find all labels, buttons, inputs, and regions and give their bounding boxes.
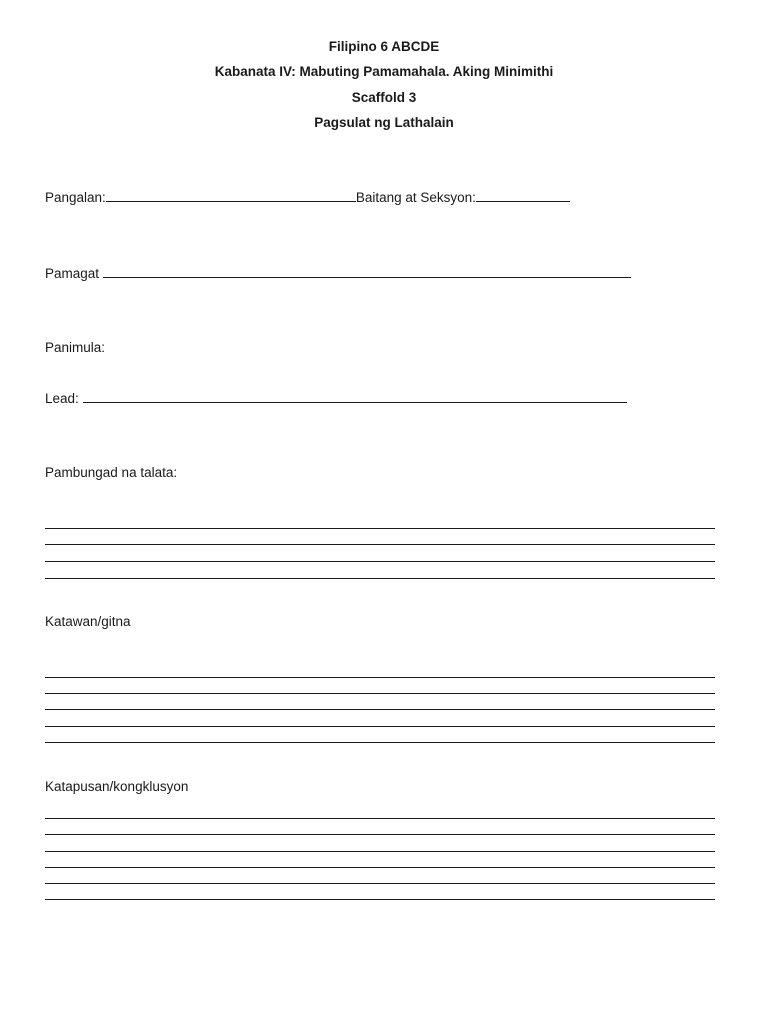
name-label: Pangalan: [45, 190, 106, 205]
opening-line-1[interactable] [45, 528, 715, 529]
conclusion-line-4[interactable] [45, 867, 715, 868]
header-topic: Pagsulat ng Lathalain [314, 115, 454, 130]
opening-line-2[interactable] [45, 544, 715, 545]
name-blank[interactable] [106, 189, 356, 202]
opening-line-4[interactable] [45, 578, 715, 579]
body-line-1[interactable] [45, 677, 715, 678]
body-line-3[interactable] [45, 709, 715, 710]
lead-label: Lead: [45, 391, 79, 406]
conclusion-line-2[interactable] [45, 834, 715, 835]
body-line-5[interactable] [45, 742, 715, 743]
intro-label: Panimula: [45, 340, 106, 355]
body-line-4[interactable] [45, 726, 715, 727]
title-label: Pamagat [45, 266, 100, 281]
conclusion-label: Katapusan/kongklusyon [45, 779, 189, 794]
header-subject: Filipino 6 ABCDE [328, 39, 440, 54]
grade-section-label: Baitang at Seksyon: [355, 190, 476, 205]
lead-blank[interactable] [83, 390, 627, 403]
body-line-2[interactable] [45, 693, 715, 694]
opening-line-3[interactable] [45, 561, 715, 562]
header-chapter: Kabanata IV: Mabuting Pamamahala. Aking Minimithi [214, 64, 554, 79]
conclusion-line-1[interactable] [45, 818, 715, 819]
grade-section-blank[interactable] [476, 189, 570, 202]
title-row [45, 265, 631, 282]
opening-paragraph-label: Pambungad na talata: [45, 465, 178, 480]
header-scaffold: Scaffold 3 [351, 90, 417, 105]
title-blank[interactable] [103, 265, 631, 278]
lead-row [45, 390, 627, 407]
body-label: Katawan/gitna [45, 614, 131, 629]
conclusion-line-3[interactable] [45, 851, 715, 852]
conclusion-line-6[interactable] [45, 899, 715, 900]
name-row [45, 189, 570, 206]
conclusion-line-5[interactable] [45, 883, 715, 884]
